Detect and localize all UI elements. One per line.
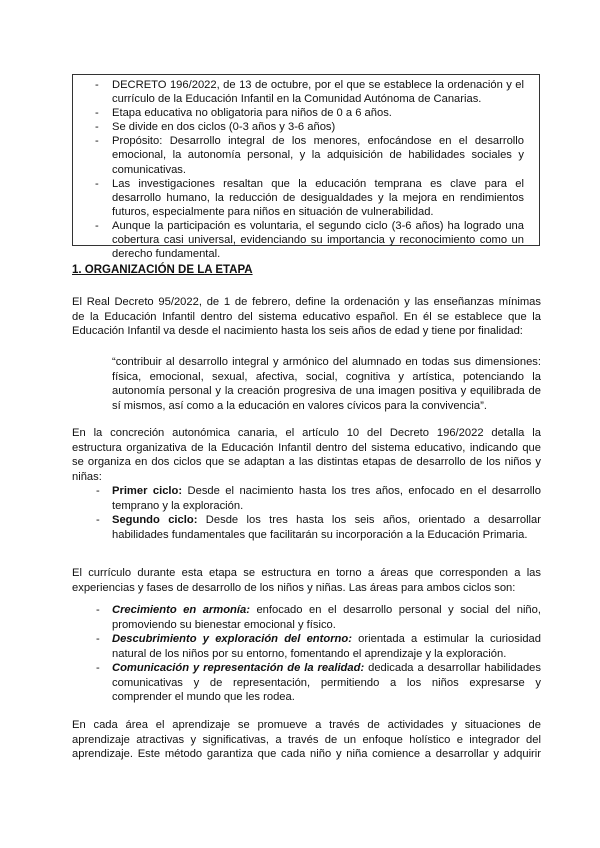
item-text: dedicada a desarrollar habilidades <box>364 662 541 674</box>
text-line: de la Educación Infantil dentro del sistema educativo español. En él se establece que la <box>72 310 541 323</box>
item-text: Desde los tres hasta los seis años, orientado a desarrollar <box>197 514 541 526</box>
text-line: El currículo durante esta etapa se estructura en torno a áreas que corresponden a las <box>72 567 541 579</box>
text-line: física, emocional, sexual, afectiva, social, cognitiva y artística, potenciando la <box>112 370 541 383</box>
text-line <box>112 484 541 499</box>
summary-box <box>72 74 540 261</box>
bullet-dash: - <box>95 107 99 120</box>
item-label: Crecimiento en armonía: <box>112 604 250 616</box>
text-line: El Real Decreto 95/2022, de 1 de febrero, define la ordenación y las enseñanzas mínimas <box>72 296 541 308</box>
list-item <box>73 106 524 120</box>
text-line: En cada área el aprendizaje se promueve a través de actividades y situaciones de <box>72 719 541 731</box>
paragraph-curriculo <box>72 566 541 595</box>
item-text: Desde el nacimiento hasta los tres años, enfocado en el desarrollo <box>182 485 541 497</box>
list-item <box>72 603 541 632</box>
list-item <box>73 120 524 134</box>
bullet-dash: - <box>96 662 100 674</box>
list-item <box>72 513 541 542</box>
text-line: temprano y la exploración. <box>112 499 244 512</box>
section-heading: 1. ORGANIZACIÓN DE LA ETAPA <box>72 264 253 276</box>
text-line: cobertura casi universal, evidenciando su importancia y reconocimiento como un <box>112 234 524 247</box>
bullet-dash: - <box>96 633 100 645</box>
text-line: aprendizaje atractivas y significativas, a través de un enfoque holístico e integrador del <box>72 733 541 746</box>
text-line: se organiza en dos ciclos que se adaptan a las distintas etapas de desarrollo de los niños y <box>72 456 541 468</box>
paragraph-intro <box>72 295 541 339</box>
text-line: estructura organizativa de la Educación Infantil dentro del sistema educativo, indicando que <box>72 441 541 454</box>
bullet-dash: - <box>95 121 99 134</box>
text-line: currículo de la Educación Infantil en la Comunidad Autónoma de Canarias. <box>112 93 482 106</box>
text-line: desarrollo humano, la reducción de desigualdades y la mejora en rendimientos <box>112 191 524 204</box>
text-line: comunicativas y de representación, permitiendo a los niños expresarse y <box>112 676 541 689</box>
areas-list <box>72 603 541 705</box>
list-item <box>72 484 541 513</box>
text-line: derecho fundamental. <box>112 248 221 261</box>
text-line: comunicativas. <box>112 163 186 176</box>
bullet-dash: - <box>95 135 99 148</box>
text-line: “contribuir al desarrollo integral y armónico del alumnado en todas sus dimensiones: <box>112 356 541 368</box>
text-line: niñas: <box>72 470 102 483</box>
bullet-dash: - <box>96 604 100 616</box>
item-label: Descubrimiento y exploración del entorno: <box>112 633 352 645</box>
list-item <box>72 632 541 661</box>
text-line: promoviendo su bienestar emocional y físico. <box>112 618 336 631</box>
text-line: Aunque la participación es voluntaria, el segundo ciclo (3-6 años) ha logrado una <box>112 219 524 232</box>
bullet-dash: - <box>96 514 100 526</box>
text-line: Etapa educativa no obligatoria para niños de 0 a 6 años. <box>112 107 392 120</box>
quote-finalidad <box>112 355 541 413</box>
bullet-dash: - <box>95 177 99 190</box>
text-line: sí mismos, así como a la educación en valores cívicos para la convivencia”. <box>112 399 487 412</box>
paragraph-canarias <box>72 426 541 484</box>
text-line: Las investigaciones resaltan que la educación temprana es clave para el <box>112 177 524 190</box>
list-item <box>73 177 524 219</box>
paragraph-aprendizaje <box>72 718 541 762</box>
bullet-dash: - <box>95 79 99 91</box>
cycles-list <box>72 484 541 542</box>
text-line <box>112 603 541 618</box>
item-label: Primer ciclo: <box>112 485 183 497</box>
list-item <box>73 219 524 261</box>
summary-list <box>73 78 542 261</box>
text-line: Se divide en dos ciclos (0-3 años y 3-6 años) <box>112 121 336 134</box>
item-text: orientada a estimular la curiosidad <box>351 633 541 645</box>
text-line <box>112 632 541 647</box>
text-line: habilidades fundamentales que facilitarán su incorporación a la Educación Primaria. <box>112 528 528 541</box>
text-line: comprender el mundo que les rodea. <box>112 691 295 703</box>
text-line <box>112 513 541 528</box>
bullet-dash: - <box>96 485 100 497</box>
text-line <box>112 661 541 676</box>
item-text: enfocado en el desarrollo personal y social del niño, <box>249 604 541 616</box>
text-line: autonomía personal y la creación progresiva de una imagen positiva y equilibrada de <box>112 385 541 397</box>
text-line: futuros, especialmente para niños en situación de vulnerabilidad. <box>112 205 434 218</box>
list-item <box>73 78 524 106</box>
text-line: DECRETO 196/2022, de 13 de octubre, por el que se establece la ordenación y el <box>112 79 524 91</box>
text-line: experiencias y fases de desarrollo de los niños y niñas. Las áreas para ambos ciclos son: <box>72 581 516 594</box>
text-line: natural de los niños por su entorno, fomentando el aprendizaje y la exploración. <box>112 647 507 660</box>
list-item <box>73 134 524 176</box>
list-item <box>72 661 541 705</box>
text-line: Propósito: Desarrollo integral de los menores, enfocándose en el desarrollo <box>112 135 524 148</box>
item-label: Comunicación y representación de la realidad: <box>112 662 365 674</box>
text-line: emocional, la autonomía personal, y la adquisición de habilidades sociales y <box>112 149 524 162</box>
bullet-dash: - <box>95 219 99 232</box>
text-line: En la concreción autonómica canaria, el artículo 10 del Decreto 196/2022 detalla la <box>72 427 541 439</box>
text-line: aprendizaje. Este método garantiza que cada niño y niña comience a desarrollar y adquirir <box>72 748 541 760</box>
item-label: Segundo ciclo: <box>112 514 198 526</box>
text-line: Educación Infantil va desde el nacimiento hasta los seis años de edad y tiene por finalidad: <box>72 325 523 337</box>
